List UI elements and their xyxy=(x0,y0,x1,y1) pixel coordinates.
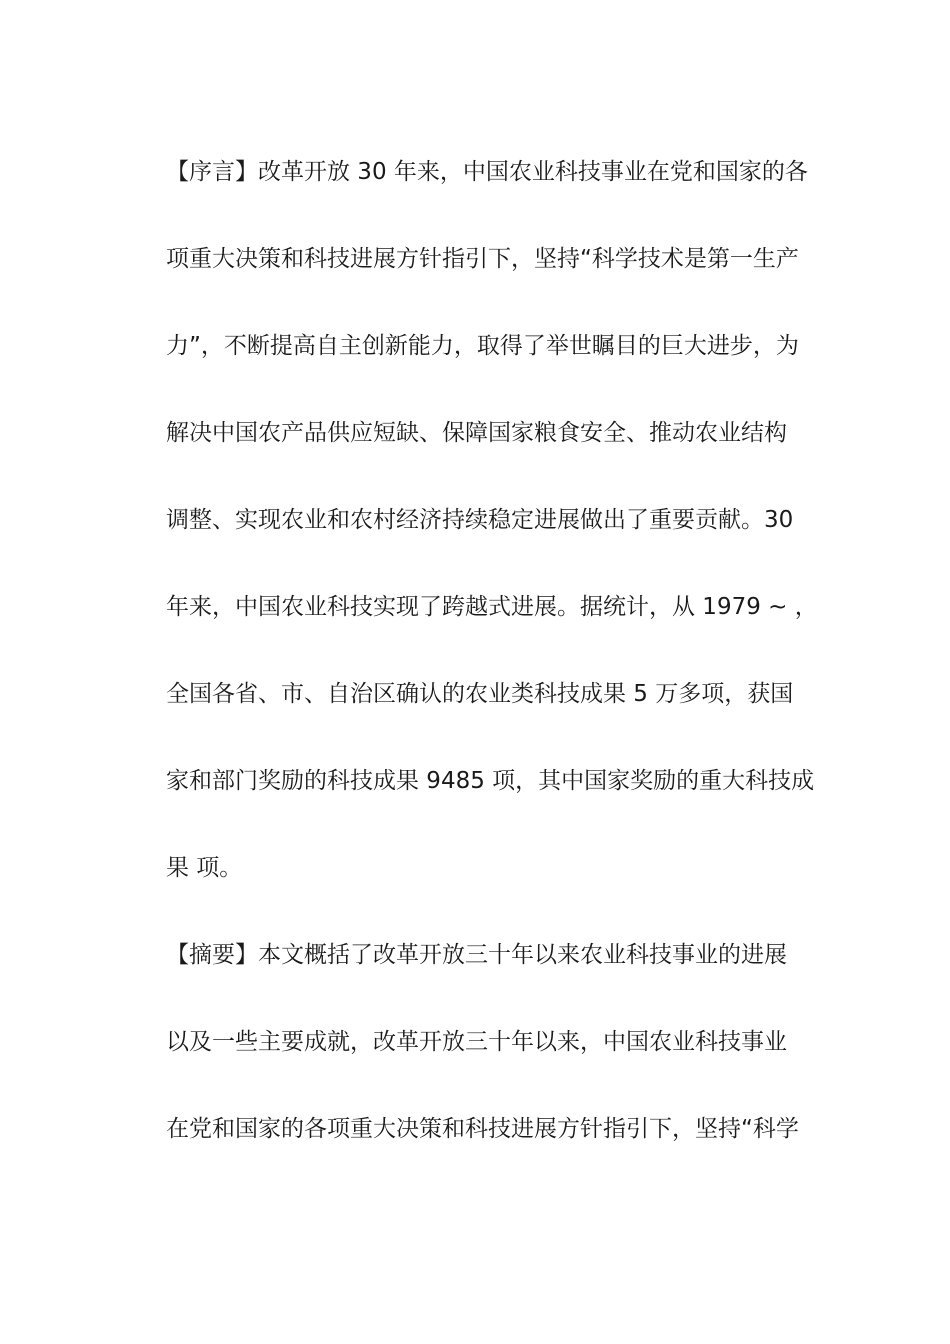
text-line: 调整、实现农业和农村经济持续稳定进展做出了重要贡献。30 xyxy=(166,507,794,533)
text-line: 年来，中国农业科技实现了跨越式进展。据统计，从 1979 ~ ， xyxy=(166,594,818,620)
text-line: 项重大决策和科技进展方针指引下，坚持“科学技术是第一生产 xyxy=(166,246,799,272)
text-line: 以及一些主要成就，改革开放三十年以来，中国农业科技事业 xyxy=(166,1029,787,1055)
text-line: 在党和国家的各项重大决策和科技进展方针指引下，坚持“科学 xyxy=(166,1116,799,1142)
text-line: 全国各省、市、自治区确认的农业类科技成果 5 万多项，获国 xyxy=(166,681,794,707)
text-line: 家和部门奖励的科技成果 9485 项，其中国家奖励的重大科技成 xyxy=(166,768,815,794)
text-line: 果 项。 xyxy=(166,855,243,881)
text-line: 解决中国农产品供应短缺、保障国家粮食安全、推动农业结构 xyxy=(166,420,787,446)
text-line: 【摘要】本文概括了改革开放三十年以来农业科技事业的进展 xyxy=(166,942,787,968)
document-body xyxy=(166,146,816,1190)
text-line: 力”，不断提高自主创新能力，取得了举世瞩目的巨大进步，为 xyxy=(166,333,799,359)
text-line: 【序言】改革开放 30 年来，中国农业科技事业在党和国家的各 xyxy=(166,159,808,185)
